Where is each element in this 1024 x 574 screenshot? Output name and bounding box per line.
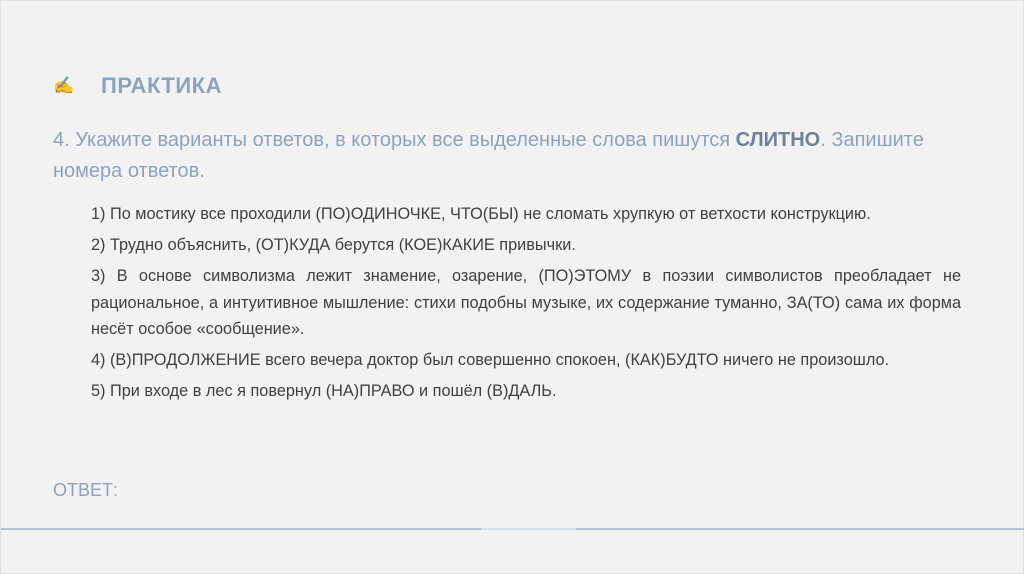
answer-option-2: 2) Трудно объяснить, (ОТ)КУДА берутся (КОЕ)КАКИЕ привычки. xyxy=(91,236,576,254)
answer-label: ОТВЕТ: xyxy=(53,480,119,500)
answer-option-5: 5) При входе в лес я повернул (НА)ПРАВО и пошёл (В)ДАЛЬ. xyxy=(91,382,557,400)
heading-title: ПРАКТИКА xyxy=(101,73,222,98)
writing-hand-icon: ✍ xyxy=(53,76,75,95)
answer-option-4: 4) (В)ПРОДОЛЖЕНИЕ всего вечера доктор был совершенно спокоен, (КАК)БУДТО ничего не произошло. xyxy=(91,351,890,369)
answer-options-list xyxy=(91,201,961,409)
question-text-after: . Запишите номера ответов. xyxy=(53,129,924,182)
bottom-divider-accent xyxy=(481,528,576,530)
answer-option-1: 1) По мостику все проходили (ПО)ОДИНОЧКЕ, ЧТО(БЫ) не сломать хрупкую от ветхости конструкцию. xyxy=(91,205,871,223)
question-text-before: 4. Укажите варианты ответов, в которых все выделенные слова пишутся xyxy=(53,129,736,151)
answer-option-3: 3) В основе символизма лежит знамение, озарение, (ПО)ЭТОМУ в поэзии символистов преобладает не рациональное, а интуитивное мышление: стихи подобны музыке, их содержание туманно, ЗА(ТО) сама их форма несёт особое «сообщение». xyxy=(91,267,961,338)
question-emphasis: СЛИТНО xyxy=(735,129,821,151)
task-question xyxy=(53,125,973,187)
section-heading xyxy=(53,73,222,99)
